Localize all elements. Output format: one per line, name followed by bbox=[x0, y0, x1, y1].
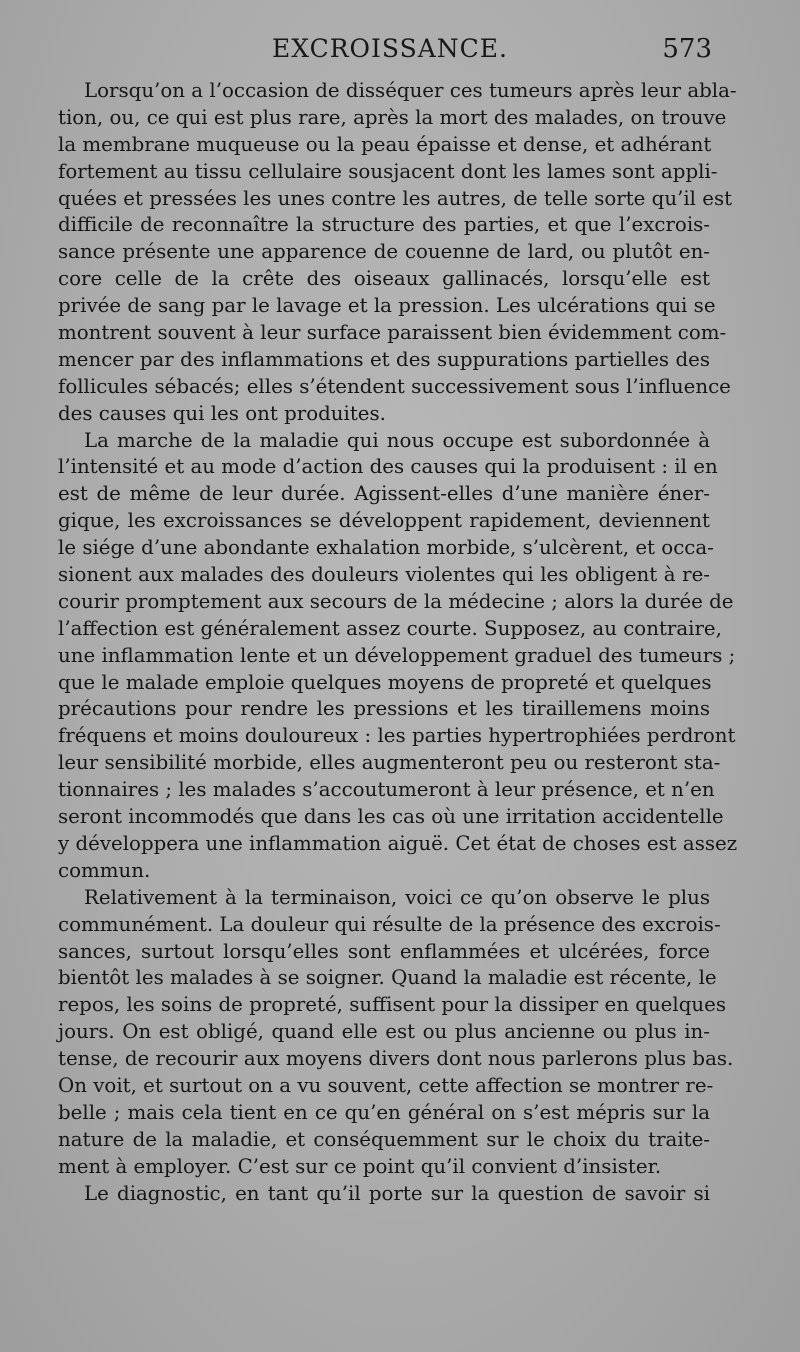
text-line: que le malade emploie quelques moyens de propreté et quelques bbox=[58, 670, 712, 694]
text-line: leur sensibilité morbide, elles augmenteront peu ou resteront sta- bbox=[58, 751, 721, 775]
text-line: sance présente une apparence de couenne de lard, ou plutôt en- bbox=[58, 240, 710, 264]
text-line: l’intensité et au mode d’action des causes qui la produisent : il en bbox=[58, 455, 718, 479]
text-line: l’affection est généralement assez courte. Supposez, au contraire, bbox=[58, 616, 722, 640]
text-line: La marche de la maladie qui nous occupe est subordonnée à bbox=[84, 428, 710, 452]
text-line: courir promptement aux secours de la médecine ; alors la durée de bbox=[58, 589, 734, 613]
text-line: difficile de reconnaître la structure des parties, et que l’excrois- bbox=[58, 213, 710, 237]
text-line: commun. bbox=[58, 858, 151, 882]
paragraph bbox=[58, 428, 738, 885]
paragraph bbox=[58, 1181, 710, 1208]
text-line: est de même de leur durée. Agissent-elles d’une manière éner- bbox=[58, 482, 710, 506]
text-line: jours. On est obligé, quand elle est ou plus ancienne ou plus in- bbox=[58, 1020, 710, 1044]
text-line: nature de la maladie, et conséquemment sur le choix du traite- bbox=[58, 1127, 710, 1151]
text-line: quées et pressées les unes contre les autres, de telle sorte qu’il est bbox=[58, 186, 733, 210]
text-line: belle ; mais cela tient en ce qu’en général on s’est mépris sur la bbox=[58, 1100, 710, 1124]
text-line: communément. La douleur qui résulte de la présence des excrois- bbox=[58, 912, 721, 936]
paragraph bbox=[58, 885, 734, 1181]
text-line: Le diagnostic, en tant qu’il porte sur la question de savoir si bbox=[84, 1181, 710, 1205]
running-title: EXCROISSANCE. bbox=[272, 34, 508, 63]
page-number: 573 bbox=[662, 34, 712, 64]
text-line: la membrane muqueuse ou la peau épaisse et dense, et adhérant bbox=[58, 132, 712, 156]
text-line: privée de sang par le lavage et la pression. Les ulcérations qui se bbox=[58, 294, 716, 318]
text-line: tionnaires ; les malades s’accoutumeront à leur présence, et n’en bbox=[58, 778, 715, 802]
text-line: une inflammation lente et un développement graduel des tumeurs ; bbox=[58, 643, 736, 667]
text-line: bientôt les malades à se soigner. Quand la maladie est récente, le bbox=[58, 966, 717, 990]
text-line: le siége d’une abondante exhalation morbide, s’ulcèrent, et occa- bbox=[58, 536, 714, 560]
text-line: mencer par des inflammations et des suppurations partielles des bbox=[58, 347, 710, 371]
body-text bbox=[58, 78, 738, 1207]
text-line: montrent souvent à leur surface paraissent bien évidemment com- bbox=[58, 321, 727, 345]
text-line: fréquens et moins douloureux : les parties hypertrophiées perdront bbox=[58, 724, 736, 748]
text-line: sionent aux malades des douleurs violentes qui les obligent à re- bbox=[58, 563, 710, 587]
paragraph bbox=[58, 78, 737, 428]
text-line: follicules sébacés; elles s’étendent successivement sous l’influence bbox=[58, 374, 731, 398]
text-line: des causes qui les ont produites. bbox=[58, 401, 386, 425]
text-line: ment à employer. C’est sur ce point qu’il convient d’insister. bbox=[58, 1154, 662, 1178]
text-line: y développera une inflammation aiguë. Cet état de choses est assez bbox=[58, 831, 738, 855]
text-line: On voit, et surtout on a vu souvent, cette affection se montrer re- bbox=[58, 1073, 714, 1097]
text-line: fortement au tissu cellulaire sousjacent dont les lames sont appli- bbox=[58, 159, 718, 183]
text-line: gique, les excroissances se développent rapidement, deviennent bbox=[58, 509, 710, 533]
text-line: Lorsqu’on a l’occasion de disséquer ces tumeurs après leur abla- bbox=[84, 79, 737, 102]
text-line: sances, surtout lorsqu’elles sont enflammées et ulcérées, force bbox=[58, 939, 710, 963]
text-line: repos, les soins de propreté, suffisent pour la dissiper en quelques bbox=[58, 993, 726, 1017]
page-header bbox=[60, 34, 712, 70]
text-line: seront incommodés que dans les cas où une irritation accidentelle bbox=[58, 805, 724, 829]
text-line: Relativement à la terminaison, voici ce qu’on observe le plus bbox=[84, 885, 710, 909]
text-line: tion, ou, ce qui est plus rare, après la mort des malades, on trouve bbox=[58, 105, 727, 129]
text-line: core celle de la crête des oiseaux gallinacés, lorsqu’elle est bbox=[58, 267, 710, 291]
text-line: précautions pour rendre les pressions et les tiraillemens moins bbox=[58, 697, 710, 721]
text-line: tense, de recourir aux moyens divers dont nous parlerons plus bas. bbox=[58, 1047, 734, 1071]
